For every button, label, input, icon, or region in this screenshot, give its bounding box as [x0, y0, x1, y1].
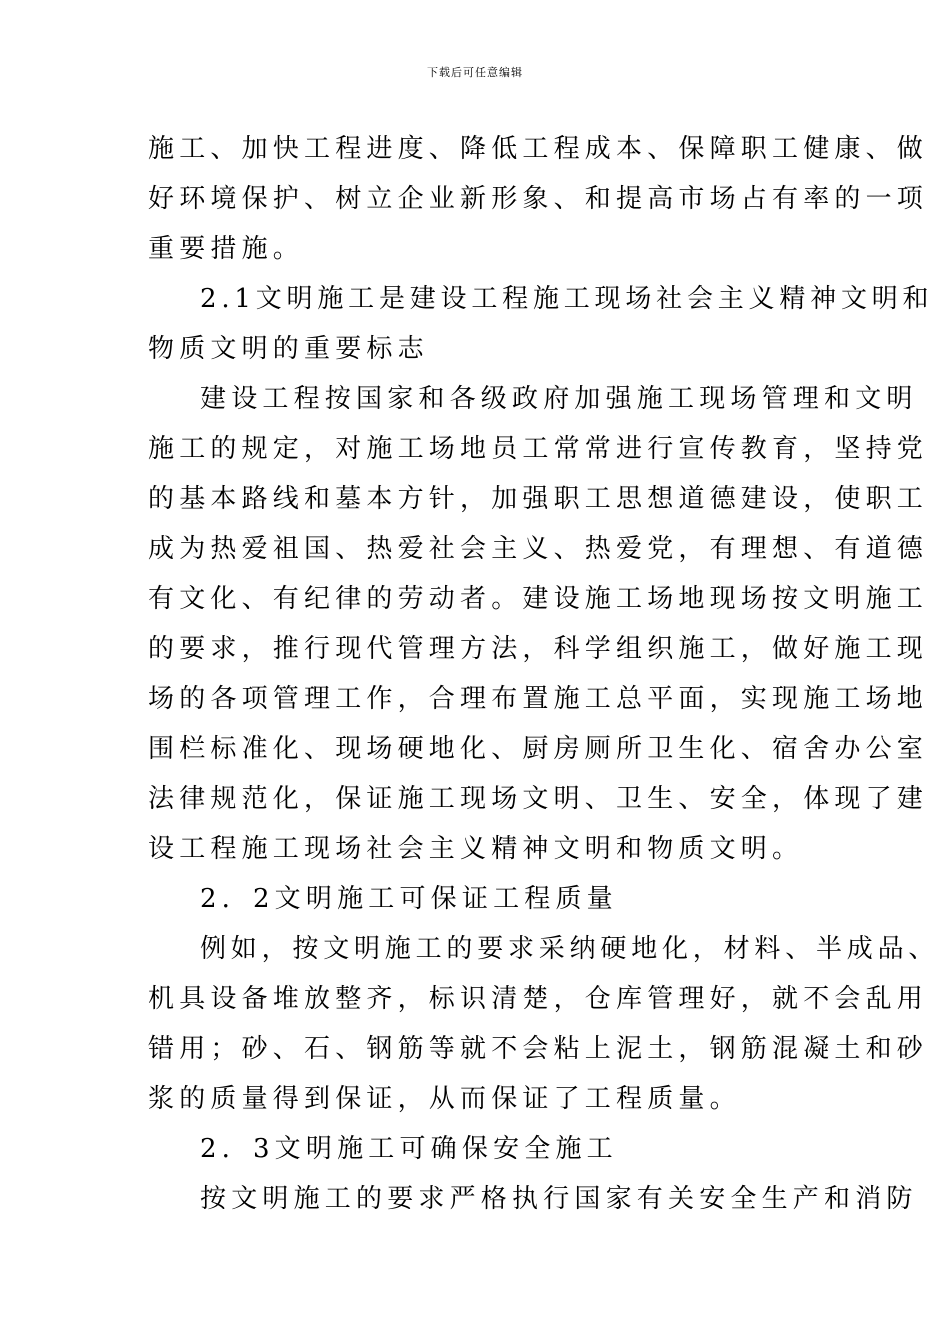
- text-line: 围栏标准化、现场硬地化、厨房厕所卫生化、宿舍办公室: [148, 734, 929, 764]
- text-line: 机具设备堆放整齐，标识清楚，仓库管理好，就不会乱用: [148, 984, 929, 1014]
- text-line: 有文化、有纪律的劳动者。建设施工场地现场按文明施工: [148, 584, 929, 614]
- text-line: 错用；砂、石、钢筋等就不会粘上泥土，钢筋混凝土和砂: [148, 1034, 929, 1064]
- text-line: 设工程施工现场社会主义精神文明和物质文明。: [148, 834, 804, 864]
- text-line: 例如，按文明施工的要求采纳硬地化，材料、半成品、: [200, 934, 940, 964]
- section-heading: 2．2文明施工可保证工程质量: [200, 884, 618, 914]
- section-heading: 2.1文明施工是建设工程施工现场社会主义精神文明和: [200, 284, 934, 314]
- page-header: 下载后可任意编辑: [427, 66, 523, 79]
- text-line: 场的各项管理工作，合理布置施工总平面，实现施工场地: [148, 684, 929, 714]
- text-line: 按文明施工的要求严格执行国家有关安全生产和消防: [200, 1184, 918, 1214]
- text-line: 法律规范化，保证施工现场文明、卫生、安全，体现了建: [148, 784, 929, 814]
- text-line: 建设工程按国家和各级政府加强施工现场管理和文明: [200, 384, 918, 414]
- text-line: 的要求，推行现代管理方法，科学组织施工，做好施工现: [148, 634, 929, 664]
- text-line: 施工、加快工程进度、降低工程成本、保障职工健康、做: [148, 134, 929, 164]
- section-heading: 2．3文明施工可确保安全施工: [200, 1134, 618, 1164]
- text-line: 好环境保护、树立企业新形象、和提高市场占有率的一项: [148, 184, 929, 214]
- text-line: 的基本路线和墓本方针，加强职工思想道德建设，使职工: [148, 484, 929, 514]
- text-line: 成为热爱祖国、热爱社会主义、热爱党，有理想、有道德: [148, 534, 929, 564]
- text-line: 施工的规定，对施工场地员工常常进行宣传教育，坚持党: [148, 434, 929, 464]
- text-line: 浆的质量得到保证，从而保证了工程质量。: [148, 1084, 741, 1114]
- section-heading: 物质文明的重要标志: [148, 334, 429, 364]
- text-line: 重要措施。: [148, 234, 305, 264]
